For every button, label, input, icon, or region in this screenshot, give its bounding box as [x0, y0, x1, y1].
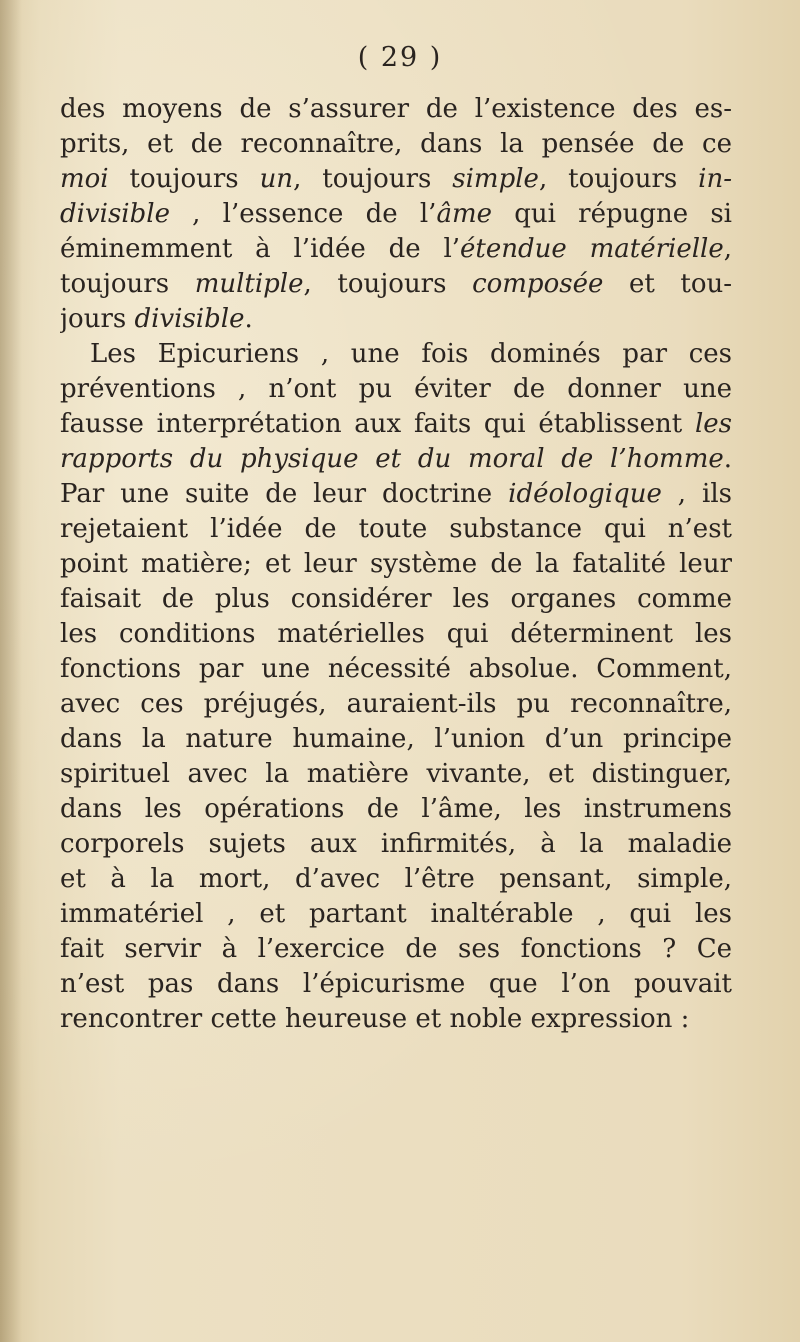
text-line — [60, 92, 732, 127]
text-segment: spirituel avec la matière vivante, et distinguer, — [60, 759, 732, 789]
italic-segment: âme — [436, 199, 492, 229]
text-segment: , toujours — [303, 269, 473, 299]
text-segment: n’est pas dans l’épicurisme que l’on pouvait — [60, 969, 732, 999]
text-line — [60, 687, 732, 722]
italic-segment: divisible — [134, 304, 245, 334]
text-segment: toujours — [60, 269, 195, 299]
text-line — [60, 337, 732, 372]
text-line — [60, 407, 732, 442]
text-line — [60, 442, 732, 477]
text-segment: corporels sujets aux infirmités, à la maladie — [60, 829, 732, 859]
text-line — [60, 617, 732, 652]
text-segment: , toujours — [293, 164, 453, 194]
text-line — [60, 582, 732, 617]
text-segment: , — [723, 234, 732, 264]
text-segment: , toujours — [538, 164, 699, 194]
italic-segment: étendue matérielle — [460, 234, 724, 264]
text-segment: . — [244, 304, 253, 334]
text-segment: toujours — [108, 164, 260, 194]
text-line — [60, 792, 732, 827]
text-line — [60, 372, 732, 407]
text-segment: des moyens de s’assurer de l’existence des es- — [60, 94, 732, 124]
text-segment: éminemment à l’idée de l’ — [60, 234, 461, 264]
italic-segment: in- — [698, 164, 732, 194]
text-line — [60, 267, 732, 302]
italic-segment: rapports du physique et du moral de l’homme — [60, 444, 724, 474]
text-line — [60, 967, 732, 1002]
text-segment: Les Epicuriens , une fois dominés par ces — [90, 339, 732, 369]
text-line — [60, 862, 732, 897]
italic-segment: simple — [452, 164, 539, 194]
italic-segment: un — [259, 164, 294, 194]
text-segment: qui répugne si — [492, 199, 732, 229]
text-line — [60, 512, 732, 547]
text-segment: , l’essence de l’ — [169, 199, 437, 229]
text-segment: les conditions matérielles qui déterminent les — [60, 619, 732, 649]
text-segment: . — [723, 444, 732, 474]
text-line — [60, 302, 732, 337]
text-segment: dans les opérations de l’âme, les instrumens — [60, 794, 732, 824]
text-line — [60, 547, 732, 582]
text-segment: rencontrer cette heureuse et noble expression : — [60, 1004, 690, 1034]
text-segment: Par une suite de leur doctrine — [60, 479, 509, 509]
text-line — [60, 477, 732, 512]
text-line — [60, 127, 732, 162]
text-line — [60, 897, 732, 932]
text-segment: avec ces préjugés, auraient-ils pu reconnaître, — [60, 689, 732, 719]
text-segment: et tou- — [603, 269, 732, 299]
text-line — [60, 827, 732, 862]
text-segment: jours — [60, 304, 135, 334]
text-segment: fait servir à l’exercice de ses fonctions ? Ce — [60, 934, 732, 964]
text-segment: prits, et de reconnaître, dans la pensée de ce — [60, 129, 732, 159]
text-segment: fausse interprétation aux faits qui établissent — [60, 409, 695, 439]
italic-segment: les — [694, 409, 732, 439]
body-text — [60, 92, 732, 1037]
text-segment: préventions , n’ont pu éviter de donner une — [60, 374, 732, 404]
page-spine-shadow — [0, 0, 22, 1342]
text-segment: dans la nature humaine, l’union d’un principe — [60, 724, 732, 754]
text-segment: point matière; et leur système de la fatalité leur — [60, 549, 732, 579]
text-line — [60, 757, 732, 792]
text-segment: et à la mort, d’avec l’être pensant, simple, — [60, 864, 732, 894]
text-segment: , ils — [661, 479, 732, 509]
text-segment: rejetaient l’idée de toute substance qui n’est — [60, 514, 732, 544]
text-line — [60, 652, 732, 687]
text-line — [60, 232, 732, 267]
text-segment: faisait de plus considérer les organes comme — [60, 584, 732, 614]
text-line — [60, 722, 732, 757]
italic-segment: composée — [472, 269, 604, 299]
text-line — [60, 932, 732, 967]
italic-segment: multiple — [194, 269, 304, 299]
text-line — [60, 197, 732, 232]
text-segment: immatériel , et partant inaltérable , qui les — [60, 899, 732, 929]
italic-segment: idéologique — [508, 479, 662, 509]
italic-segment: moi — [60, 164, 109, 194]
text-line — [60, 1002, 732, 1037]
page-number: ( 29 ) — [357, 42, 443, 73]
text-line — [60, 162, 732, 197]
italic-segment: divisible — [60, 199, 170, 229]
text-segment: fonctions par une nécessité absolue. Comment, — [60, 654, 732, 684]
